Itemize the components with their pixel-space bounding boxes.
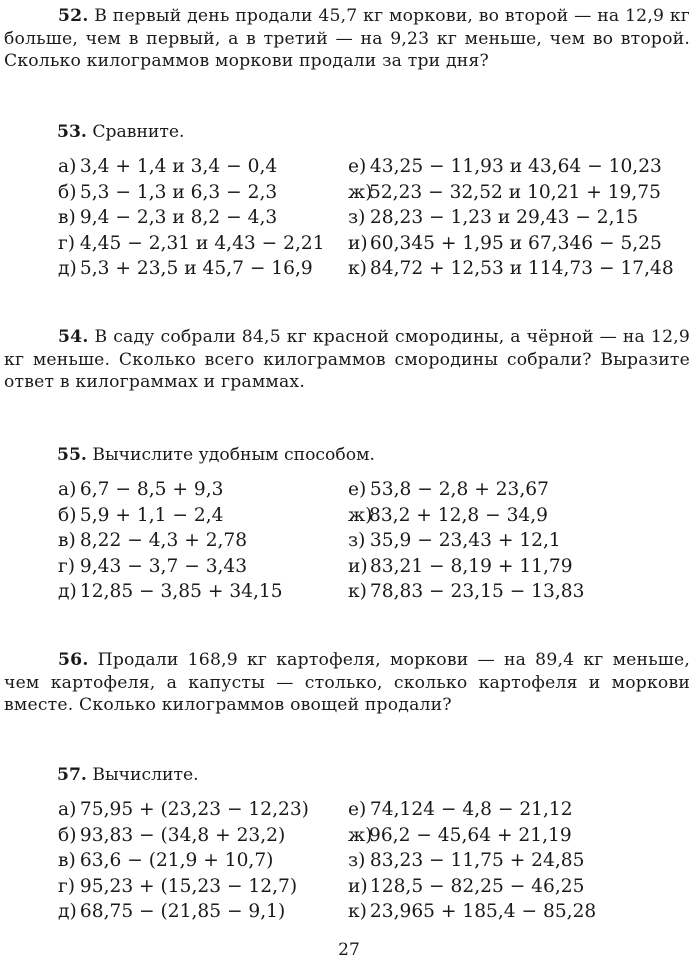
item-letter: а) [58,156,77,177]
exercise-item [58,901,285,922]
item-letter: д) [58,581,77,602]
page-number: 27 [338,940,360,960]
exercise-row [0,876,698,902]
item-letter: е) [348,799,367,820]
exercise-row [0,182,698,208]
problem-instruction: Вычислите удобным способом. [92,445,375,465]
item-letter: к) [348,581,367,602]
item-letter: ж) [348,824,373,846]
item-expression: 28,23 − 1,23 и 29,43 − 2,15 [369,207,639,228]
exercise-item [58,233,325,254]
exercise-item [58,876,297,897]
problem-instruction: Вычислите. [92,765,199,785]
item-letter: а) [58,799,77,820]
exercise-item [58,799,309,820]
problem-text: В первый день продали 45,7 кг моркови, во второй — на 12,9 кг больше, чем в первый, а в третий — на 9,23 кг меньше, чем во второй. Сколько килограммов моркови продали за три дня? [4,6,690,71]
exercise-item [58,530,247,551]
exercise-item [58,825,285,846]
exercise-item [348,556,573,577]
problem-text: В саду собрали 84,5 кг красной смородины, а чёрной — на 12,9 кг меньше. Сколько всего килограммов смородины собрали? Выразите ответ в килограммах и граммах. [4,327,690,392]
item-expression: 5,3 + 23,5 и 45,7 − 16,9 [79,258,313,279]
exercise-item [58,505,223,526]
item-letter: и) [348,875,368,897]
exercise-row [0,901,698,927]
exercise-item [348,901,596,922]
item-expression: 43,25 − 11,93 и 43,64 − 10,23 [369,156,662,177]
item-letter: г) [58,875,75,897]
exercise-item [58,182,277,203]
problem-55 [0,444,698,607]
item-letter: б) [58,824,77,846]
exercise-row [0,233,698,259]
item-expression: 78,83 − 23,15 − 13,83 [369,581,585,602]
exercise-item [58,581,283,602]
item-expression: 52,23 − 32,52 и 10,21 + 19,75 [369,181,661,203]
item-expression: 5,9 + 1,1 − 2,4 [79,504,224,526]
item-expression: 3,4 + 1,4 и 3,4 − 0,4 [79,156,278,177]
exercise-grid [0,479,698,607]
problem-number: 52. [58,6,89,26]
item-expression: 5,3 − 1,3 и 6,3 − 2,3 [79,181,278,203]
exercise-row [0,258,698,284]
item-expression: 4,45 − 2,31 и 4,43 − 2,21 [79,232,325,254]
exercise-row [0,505,698,531]
item-expression: 68,75 − (21,85 − 9,1) [79,901,286,922]
item-expression: 74,124 − 4,8 − 21,12 [369,799,573,820]
item-expression: 128,5 − 82,25 − 46,25 [369,875,585,897]
item-letter: к) [348,258,367,279]
exercise-item [348,799,573,820]
item-letter: и) [348,555,368,577]
problem-number: 54. [58,327,89,347]
exercise-grid [0,156,698,284]
item-expression: 12,85 − 3,85 + 34,15 [79,581,283,602]
exercise-row [0,850,698,876]
item-expression: 53,8 − 2,8 + 23,67 [369,479,549,500]
problem-53 [0,121,698,284]
problem-number: 56. [58,650,89,670]
exercise-row [0,207,698,233]
item-expression: 23,965 + 185,4 − 85,28 [369,901,597,922]
item-expression: 9,4 − 2,3 и 8,2 − 4,3 [79,207,278,228]
item-letter: а) [58,479,77,500]
problem-56 [0,649,698,717]
item-letter: и) [348,232,368,254]
item-expression: 8,22 − 4,3 + 2,78 [79,530,248,551]
exercise-row [0,825,698,851]
problem-text: Продали 168,9 кг картофеля, моркови — на 89,4 кг меньше, чем картофеля, а капусты — столько, сколько картофеля и моркови вместе. Сколько килограммов овощей продали? [4,650,690,715]
item-expression: 9,43 − 3,7 − 3,43 [79,555,248,577]
exercise-row [0,556,698,582]
item-letter: д) [58,258,77,279]
item-expression: 83,21 − 8,19 + 11,79 [369,555,573,577]
exercise-row [0,581,698,607]
exercise-row [0,530,698,556]
exercise-item [58,479,223,500]
problem-52 [0,5,698,73]
exercise-item [348,233,662,254]
exercise-row [0,479,698,505]
item-expression: 35,9 − 23,43 + 12,1 [369,530,561,551]
item-letter: г) [58,555,75,577]
item-letter: е) [348,156,367,177]
item-expression: 60,345 + 1,95 и 67,346 − 5,25 [369,232,662,254]
problem-57 [0,764,698,927]
problem-54 [0,326,698,394]
problem-number: 55. [57,445,87,465]
exercise-item [58,156,277,177]
item-letter: ж) [348,504,373,526]
item-letter: в) [58,207,76,228]
exercise-item [348,850,584,871]
item-letter: з) [348,850,366,871]
exercise-item [58,556,247,577]
problem-number: 57. [57,765,87,785]
exercise-item [348,156,662,177]
item-letter: ж) [348,181,373,203]
exercise-item [348,825,572,846]
exercise-item [348,581,584,602]
item-expression: 84,72 + 12,53 и 114,73 − 17,48 [369,258,674,279]
problem-number: 53. [57,122,87,142]
item-expression: 75,95 + (23,23 − 12,23) [79,799,309,820]
item-letter: б) [58,181,77,203]
item-expression: 95,23 + (15,23 − 12,7) [79,875,298,897]
item-letter: в) [58,530,76,551]
exercise-item [58,258,313,279]
exercise-item [348,505,548,526]
item-expression: 6,7 − 8,5 + 9,3 [79,479,224,500]
exercise-item [58,850,273,871]
exercise-item [58,207,277,228]
item-letter: е) [348,479,367,500]
exercise-item [348,530,561,551]
item-letter: д) [58,901,77,922]
exercise-row [0,156,698,182]
exercise-row [0,799,698,825]
item-expression: 83,2 + 12,8 − 34,9 [369,504,549,526]
item-letter: з) [348,207,366,228]
exercise-item [348,479,549,500]
exercise-item [348,876,584,897]
item-expression: 83,23 − 11,75 + 24,85 [369,850,585,871]
exercise-item [348,258,674,279]
exercise-item [348,182,661,203]
problem-instruction: Сравните. [92,122,185,142]
item-expression: 96,2 − 45,64 + 21,19 [369,824,572,846]
item-letter: в) [58,850,76,871]
item-letter: з) [348,530,366,551]
item-expression: 93,83 − (34,8 + 23,2) [79,824,286,846]
item-letter: к) [348,901,367,922]
exercise-grid [0,799,698,927]
item-expression: 63,6 − (21,9 + 10,7) [79,850,274,871]
exercise-item [348,207,638,228]
item-letter: г) [58,232,75,254]
item-letter: б) [58,504,77,526]
